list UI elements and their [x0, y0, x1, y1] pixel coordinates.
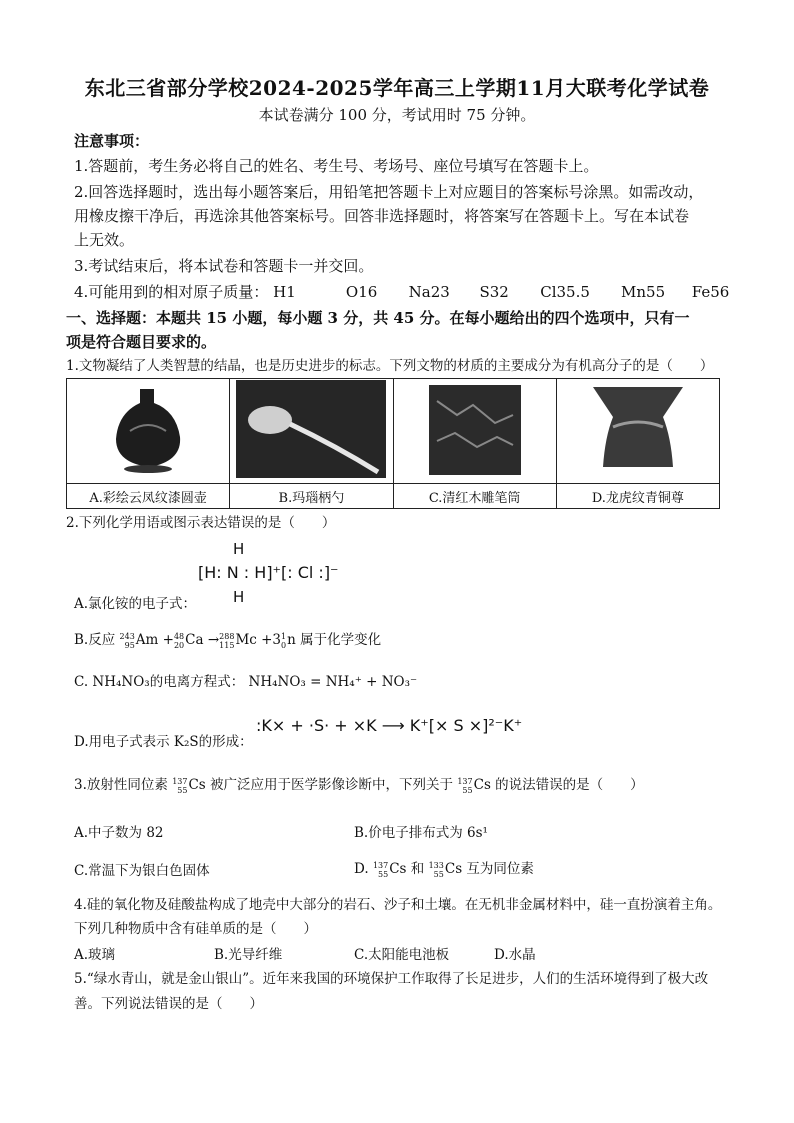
cs137-symbol-2: Cs	[473, 777, 491, 793]
atomic-mass-cl: Cl35.5	[540, 283, 590, 301]
q3-stem	[74, 773, 644, 795]
notice-item-2: 2.回答选择题时，选出每小题答案后，用铅笔把答题卡上对应题目的答案标号涂黑。如需改动，	[74, 183, 704, 201]
notice-item-2-end: 上无效。	[74, 231, 135, 249]
brush-pot-image	[417, 381, 533, 477]
am-nuclide-numbers: 243 95	[119, 631, 135, 650]
q2-a-formula: [H: N : H]⁺[: Cl :]⁻	[198, 563, 339, 582]
notice-item-4	[74, 281, 729, 303]
q3-stem-part-2: 被广泛应用于医学影像诊断中，下列关于	[210, 777, 454, 793]
ca-nuclide-numbers: 48 20	[173, 631, 185, 650]
q2-a-h-top: H	[233, 540, 245, 558]
cs137-symbol: Cs	[188, 777, 206, 793]
q2-option-a-label: A.氯化铵的电子式：	[74, 596, 197, 612]
q1-option-a: A.彩绘云凤纹漆圆壶	[67, 484, 230, 509]
cs137-nuclide-numbers-3: 137 55	[372, 860, 389, 879]
q3-option-c: C.常温下为银白色固体	[74, 863, 210, 879]
agate-spoon-image	[236, 380, 386, 478]
relic-image-c	[393, 379, 556, 484]
atomic-mass-na: Na23	[408, 283, 450, 301]
atomic-mass-fe: Fe56	[691, 283, 730, 301]
q4-option-d: D.水晶	[494, 947, 536, 963]
atomic-mass-o: O16	[345, 283, 378, 301]
q4-option-a: A.玻璃	[74, 947, 116, 963]
q3-option-d: D. 137 55Cs 和 133 55Cs 互为同位素	[354, 860, 534, 879]
bronze-zun-image	[583, 381, 693, 477]
cs137-symbol-3: Cs	[389, 861, 407, 877]
q3-d-suffix: 互为同位素	[466, 861, 534, 877]
q2-c-equation: NH₄NO₃ = NH₄⁺ + NO₃⁻	[248, 674, 418, 690]
q2-b-prefix: B.反应	[74, 632, 116, 648]
am-symbol: Am	[135, 632, 159, 648]
relic-image-b	[230, 379, 393, 484]
q3-d-connector: 和	[410, 861, 425, 877]
q2-option-d-label: D.用电子式表示 K₂S的形成：	[74, 734, 253, 750]
mc-symbol: Mc	[235, 632, 257, 648]
notice-item-1: 1.答题前，考生务必将自己的姓名、考生号、考场号、座位号填写在答题卡上。	[74, 157, 599, 175]
cs133-symbol: Cs	[444, 861, 463, 877]
notice-item-3: 3.考试结束后，将本试卷和答题卡一并交回。	[74, 257, 374, 275]
q1-option-c: C.清红木雕笔筒	[393, 484, 556, 509]
q2-c-label: C. NH₄NO₃的电离方程式：	[74, 674, 245, 690]
q1-stem: 1.文物凝结了人类智慧的结晶，也是历史进步的标志。下列文物的材质的主要成分为有机高分子的是（ ）	[66, 358, 714, 374]
q2-b-suffix: 属于化学变化	[300, 632, 382, 648]
q3-stem-part-3: 的说法错误的是（ ）	[495, 777, 644, 793]
cs137-nuclide-numbers-2: 137 55	[457, 776, 473, 795]
q1-relic-table	[66, 378, 720, 509]
q4-stem-line-2: 下列几种物质中含有硅单质的是（ ）	[74, 921, 317, 937]
q4-stem-line-1: 4.硅的氧化物及硅酸盐构成了地壳中大部分的岩石、沙子和土壤。在无机非金属材料中，硅一直扮演着主角。	[74, 897, 722, 913]
lacquer-pot-image	[100, 381, 196, 477]
ca-symbol: Ca	[185, 632, 204, 648]
q2-option-b: B.反应 243 95Am +48 20Ca →288 115Mc +31 0n 属于化学变化	[74, 631, 382, 650]
section-1-heading-cont: 项是符合题目要求的。	[66, 333, 217, 351]
section-1-heading: 一、选择题：本题共 15 小题，每小题 3 分，共 45 分。在每小题给出的四个选项中，只有一	[66, 309, 690, 327]
relic-image-a	[67, 379, 230, 484]
q5-stem-line-2: 善。下列说法错误的是（ ）	[74, 996, 263, 1012]
cs133-nuclide-numbers: 133 55	[428, 860, 444, 879]
q1-option-b: B.玛瑙柄勺	[230, 484, 393, 509]
cs137-nuclide-numbers: 137 55	[172, 776, 188, 795]
exam-title: 东北三省部分学校2024-2025学年高三上学期11月大联考化学试卷	[84, 76, 710, 100]
q3-option-a: A.中子数为 82	[74, 825, 164, 841]
atomic-mass-h: H1	[273, 283, 296, 301]
atomic-mass-mn: Mn55	[621, 283, 666, 301]
mc-nuclide-numbers: 288 115	[219, 631, 235, 650]
relic-image-d	[556, 379, 719, 484]
q4-option-c: C.太阳能电池板	[354, 947, 450, 963]
atomic-mass-label: 4.可能用到的相对原子质量：	[74, 283, 269, 301]
q2-option-c	[74, 670, 417, 690]
q2-stem: 2.下列化学用语或图示表达错误的是（ ）	[66, 515, 336, 531]
q5-stem-line-1: 5.“绿水青山，就是金山银山”。近年来我国的环境保护工作取得了长足进步，人们的生活环境得到了极大改	[74, 971, 709, 987]
exam-subtitle: 本试卷满分 100 分，考试用时 75 分钟。	[258, 106, 536, 124]
q3-stem-part-1: 3.放射性同位素	[74, 777, 168, 793]
q4-option-b: B.光导纤维	[214, 947, 283, 963]
q1-option-d: D.龙虎纹青铜尊	[556, 484, 719, 509]
atomic-mass-s: S32	[479, 283, 509, 301]
notice-item-2-cont: 用橡皮擦干净后，再选涂其他答案标号。回答非选择题时，将答案写在答题卡上。写在本试卷	[74, 207, 690, 225]
q3-option-b: B.价电子排布式为 6s¹	[354, 825, 488, 841]
neutron-numbers: 1 0	[281, 631, 287, 650]
q2-d-equation: :K× + ·S· + ×K ⟶ K⁺[× S ×]²⁻K⁺	[256, 716, 523, 735]
notice-heading: 注意事项：	[74, 132, 150, 150]
q2-a-h-bottom: H	[233, 588, 245, 606]
neutron-symbol: n	[287, 632, 296, 648]
